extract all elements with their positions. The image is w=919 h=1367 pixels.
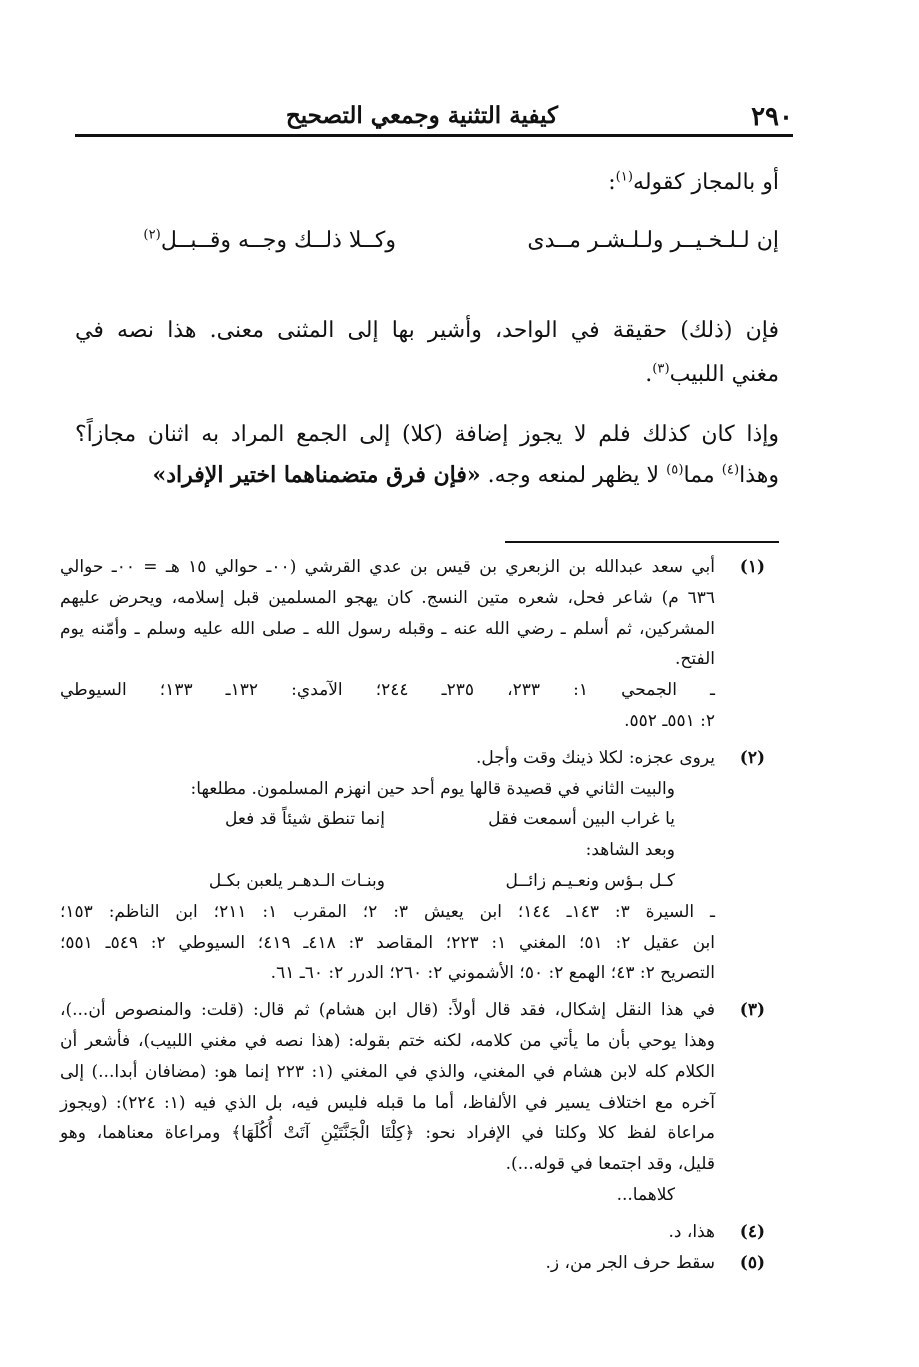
verse-second-hemistich: وبنـات الـدهـر يلعبن بكـل	[208, 870, 385, 891]
footnote-line: ـ السيرة ٣: ١٤٣ـ ١٤٤؛ ابن يعيش ٣: ٢؛ المقرب ١: ٢١١؛ ابن الناظم: ١٥٣؛	[60, 901, 715, 922]
footnote-line: هذا، د.	[668, 1221, 715, 1242]
footnote-5	[60, 1248, 765, 1279]
page-header	[75, 100, 793, 134]
footnote-line: كلاهما...	[616, 1184, 675, 1205]
footnote-line: ـ الجمحي ١: ٢٣٣، ٢٣٥ـ ٢٤٤؛ الآمدي: ١٣٢ـ ١٣٣؛ السيوطي	[60, 680, 716, 701]
intro-colon: :	[608, 170, 616, 195]
footnote-line: التصريح ٢: ٤٣؛ الهمع ٢: ٥٠؛ الأشموني ٢: ٢٦٠؛ الدرر ٢: ٦٠ـ ٦١.	[270, 963, 715, 984]
footnote-3	[60, 995, 765, 1211]
verse-second-text: وكــلا ذلــك وجــه وقــبــل	[160, 228, 396, 253]
verse-first-hemistich: إن لـلـخـيــر ولـلـشـر مــدى	[527, 228, 779, 253]
verse-second-hemistich	[143, 228, 396, 253]
paragraph-2-line-1: وإذا كان كذلك فلم لا يجوز إضافة (كلا) إلى الجمع المراد به اثنان مجازاً؟	[75, 422, 779, 447]
footnote-line: الفتح.	[674, 649, 715, 670]
paragraph-2-line-2	[75, 462, 779, 488]
footnote-line: وبعد الشاهد:	[585, 840, 675, 861]
footnote-line: والبيت الثاني في قصيدة قالها يوم أحد حين انهزم المسلمون. مطلعها:	[190, 778, 675, 799]
intro-text: أو بالمجاز كقوله	[633, 170, 779, 195]
footnote-1	[60, 552, 765, 737]
footnote-separator	[505, 541, 779, 543]
poem-verse	[75, 228, 779, 268]
footnote-number: (٤)	[739, 1221, 765, 1242]
footnote-line: أبي سعد عبدالله بن الزبعري بن قيس بن عدي القرشي (٠٠ـ حوالي ١٥ هـ = ٠٠ـ حوالي	[60, 557, 715, 577]
verse-first-hemistich: يا غراب البين أسمعت فقل	[488, 809, 675, 830]
footnote-line: المشركين، ثم أسلم ـ رضي الله عنه ـ وقبله رسول الله ـ صلى الله عليه وسلم ـ وأمّنه يوم	[60, 618, 715, 639]
footnotes	[60, 552, 765, 1278]
footnote-verse	[60, 866, 715, 897]
footnote-4	[60, 1217, 765, 1248]
verse-first-hemistich: كـل بـؤس ونعـيـم زائــل	[505, 870, 675, 891]
verse-second-hemistich: إنما تنطق شيئاً قد فعل	[225, 809, 385, 830]
footnote-line: في هذا النقل إشكال، فقد قال أولاً: (قال ابن هشام) ثم قال: (قلت: والمنصوص أن...)،	[60, 1000, 715, 1021]
footnote-line: الكلام كله لابن هشام في المغني، والذي في المغني (١: ٢٢٣ إنما هو: (مضافان أبدا...) إلى	[60, 1061, 715, 1082]
period: .	[645, 362, 653, 387]
footnote-line: سقط حرف الجر من، ز.	[545, 1252, 715, 1273]
footnote-number: (١)	[739, 557, 765, 577]
header-rule	[75, 134, 793, 137]
footnote-number: (٥)	[739, 1252, 765, 1273]
footnote-number: (٢)	[739, 747, 765, 768]
footnote-line: ابن عقيل ٢: ٥١؛ المغني ١: ٢٢٣؛ المقاصد ٣: ٤١٨ـ ٤١٩؛ السيوطي ٢: ٥٤٩ـ ٥٥١؛	[60, 932, 715, 953]
footnote-line: ٢: ٥٥١ـ ٥٥٢.	[624, 710, 715, 731]
page-number: ٢٩٠	[751, 102, 793, 132]
paragraph-1-line-1: فإن (ذلك) حقيقة في الواحد، وأشير بها إلى المثنى معنى. هذا نصه في	[75, 318, 779, 343]
footnote-line: وهذا يوحي بأن ما يأتي من كلامه، لكنه ختم بقوله: (هذا نصه في مغني اللبيب)، فأشعر أن	[60, 1030, 715, 1051]
footnote-2	[60, 743, 765, 989]
quoted-rule: «فإن فرق متضمناهما اختير الإفراد»	[152, 462, 481, 488]
p2-text-c: لا يظهر لمنعه وجه.	[480, 463, 667, 488]
p2-text-a: وهذا	[739, 463, 779, 488]
source-name: مغني اللبيب	[669, 362, 779, 387]
footnote-line: قليل، وقد اجتمعا في قوله...).	[505, 1154, 715, 1175]
footnote-number: (٣)	[739, 1000, 765, 1021]
intro-line	[75, 170, 779, 195]
footnote-ref-5[interactable]: (٥)	[666, 462, 684, 478]
footnote-line: ٦٣٦ م) شاعر فحل، شعره متين النسج. كان يهجو المسلمين قبل إسلامه، ويحرض عليهم	[60, 587, 715, 608]
footnote-verse	[60, 804, 715, 835]
footnote-line: يروى عجزه: لكلا ذينك وقت وأجل.	[476, 747, 715, 768]
running-title: كيفية التثنية وجمعي التصحيح	[285, 102, 558, 129]
paragraph-1-line-2	[75, 362, 779, 387]
footnote-ref-3[interactable]: (٣)	[652, 361, 670, 377]
footnote-ref-1[interactable]: (١)	[615, 169, 634, 185]
footnote-ref-2[interactable]: (٢)	[143, 227, 161, 243]
footnote-line: آخره مع اختلاف يسير في الألفاظ، أما ما قبله فليس فيه، بل الذي فيه (١: ٢٢٤): (ويجوز	[60, 1092, 715, 1113]
p2-text-b: مما	[683, 463, 722, 488]
footnote-line: مراعاة لفظ كلا وكلتا في الإفراد نحو: ﴿كِلْتَا الْجَنَّتَيْنِ آتَتْ أُكُلَهَا﴾ ومراعاة معناهما، وهو	[60, 1123, 715, 1144]
footnote-ref-4[interactable]: (٤)	[721, 462, 740, 478]
